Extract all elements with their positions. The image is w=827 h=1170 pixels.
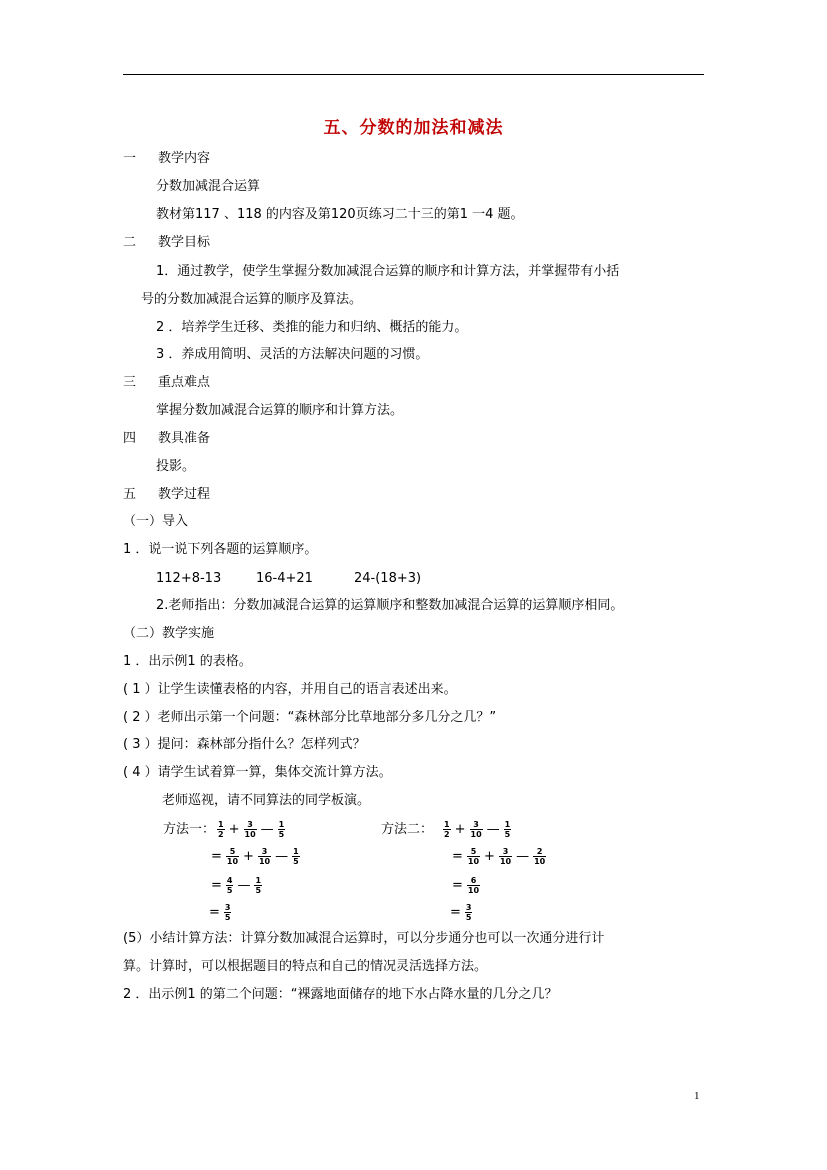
content-line-1: 分数加减混合运算 [156,179,261,194]
section-2-heading: 教学目标 [158,235,211,250]
section-1-num: 一 [123,151,137,166]
section-3-num: 三 [123,375,137,390]
fraction: $\frac{3}{10}$ [470,820,482,839]
method-1-label: 方法一： [163,821,216,837]
expr-a: 112+8-13 [156,571,222,586]
equals-sign: = [209,904,220,920]
method-1-row-2 [209,847,302,866]
method-2-row-3 [450,876,482,895]
fraction: $\frac{1}{2}$ [444,820,450,839]
summary-line-b: 算。计算时，可以根据题目的特点和自己的情况灵活选择方法。 [123,959,488,974]
fraction: $\frac{3}{10}$ [258,847,271,866]
fraction: $\frac{3}{10}$ [499,847,512,866]
p2-sub-4: ( 4 ）请学生试着算一算，集体交流计算方法。 [123,765,392,780]
fraction: $\frac{1}{5}$ [293,847,299,866]
fraction: $\frac{6}{10}$ [467,876,480,895]
page-title: 五、分数的加法和减法 [323,118,504,138]
method-1-row-3 [209,876,264,895]
minus-sign: — [486,821,500,837]
p1-line-2: 2.老师指出：分数加减混合运算的运算顺序和整数加减混合运算的运算顺序相同。 [156,598,624,613]
p2-sub-3: ( 3 ）提问：森林部分指什么？怎样列式？ [123,737,366,752]
equals-sign: = [211,877,222,893]
fraction: $\frac{4}{5}$ [226,876,233,895]
section-5-num: 五 [123,487,137,502]
p2-sub-5: 老师巡视，请不同算法的同学板演。 [162,793,371,808]
minus-sign: — [260,821,274,837]
minus-sign: — [237,877,251,893]
section-5-heading: 教学过程 [158,487,211,502]
goal-line-1b: 号的分数加减混合运算的顺序及算法。 [141,292,363,307]
fraction: $\frac{5}{10}$ [226,847,239,866]
section-3-heading: 重点难点 [158,375,211,390]
fraction: $\frac{5}{10}$ [467,847,480,866]
plus-sign: + [484,848,495,864]
section-4-num: 四 [123,431,137,446]
content-line-2: 教材第117 、118 的内容及第120页练习二十三的第1 一4 题。 [156,207,524,222]
fraction: $\frac{1}{5}$ [278,820,285,839]
section-2-num: 二 [123,235,137,250]
equals-sign: = [452,848,463,864]
expr-b: 16-4+21 [256,571,313,586]
fraction: $\frac{3}{5}$ [465,903,472,922]
fraction: $\frac{1}{5}$ [504,820,511,839]
header-rule [123,74,704,75]
minus-sign: — [275,848,289,864]
fraction: $\frac{2}{10}$ [534,847,546,866]
tools-line: 投影。 [156,459,196,474]
equals-sign: = [450,904,461,920]
method-2-row-1 [381,820,513,839]
method-1-row-4 [207,903,233,922]
goal-line-2: 2 ．培养学生迁移、类推的能力和归纳、概括的能力。 [156,320,468,335]
method-2-label: 方法二： [381,821,434,837]
expr-c: 24-(18+3) [354,571,422,586]
fraction: $\frac{1}{5}$ [255,876,262,895]
goal-line-1a: 1．通过教学，使学生掌握分数加减混合运算的顺序和计算方法，并掌握带有小括 [156,264,620,279]
method-2-row-4 [448,903,474,922]
plus-sign: + [243,848,254,864]
minus-sign: — [516,848,530,864]
fraction: $\frac{1}{2}$ [218,820,224,839]
summary-line-a: (5）小结计算方法：计算分数加减混合运算时，可以分步通分也可以一次通分进行计 [123,931,605,946]
section-1-heading: 教学内容 [158,151,211,166]
equals-sign: = [211,848,222,864]
method-2-row-2 [450,847,548,866]
goal-line-3: 3 ．养成用简明、灵活的方法解决问题的习惯。 [156,347,429,362]
part-2-heading: （二）教学实施 [123,626,215,641]
p2-line-2: 2 ．出示例1 的第二个问题：“裸露地面储存的地下水占降水量的几分之几？ [123,987,558,1002]
page-number: 1 [694,1090,700,1102]
fraction: $\frac{3}{5}$ [224,903,231,922]
fraction: $\frac{3}{10}$ [244,820,256,839]
plus-sign: + [454,821,466,837]
p1-line-1: 1 ．说一说下列各题的运算顺序。 [123,542,318,557]
p2-sub-1: ( 1 ）让学生读懂表格的内容，并用自己的语言表述出来。 [123,682,457,697]
method-1-row-1 [163,820,287,839]
p2-sub-2: ( 2 ）老师出示第一个问题：“森林部分比草地部分多几分之几？” [123,710,497,725]
key-line: 掌握分数加减混合运算的顺序和计算方法。 [156,403,404,418]
plus-sign: + [228,821,240,837]
section-4-heading: 教具准备 [158,431,211,446]
part-1-heading: （一）导入 [123,514,189,529]
equals-sign: = [452,877,463,893]
p2-line-1: 1 ．出示例1 的表格。 [123,654,252,669]
